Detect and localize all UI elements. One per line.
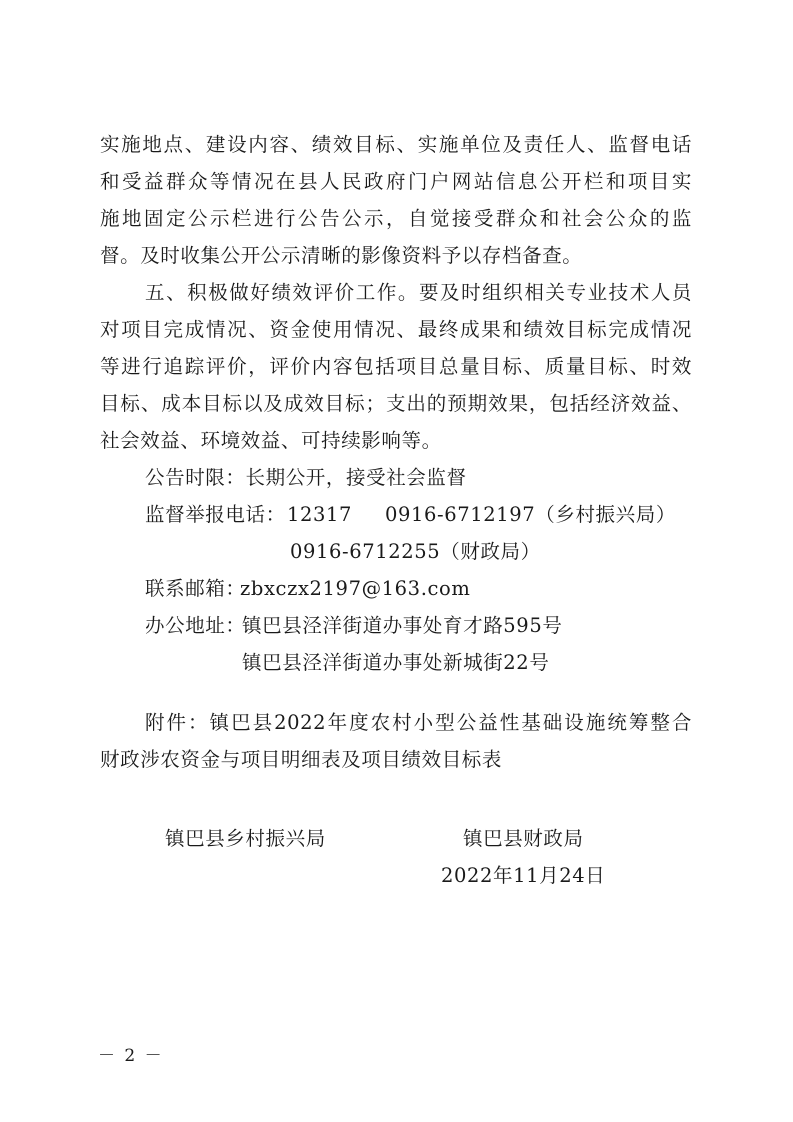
- body-line: 目标、成本目标以及成效目标；支出的预期效果，包括经济效益、: [100, 392, 692, 415]
- body-line: 等进行追踪评价，评价内容包括项目总量目标、质量目标、时效: [100, 355, 692, 378]
- body-line: 督。及时收集公开公示清晰的影像资料予以存档备查。: [100, 244, 583, 267]
- address-line: 镇巴县泾洋街道办事处新城街22号: [242, 651, 550, 674]
- notice-period: 公告时限：长期公开，接受社会监督: [145, 466, 467, 489]
- email-address: zbxczx2197@163.com: [240, 577, 471, 600]
- hotline-number: 0916-6712197（乡村振兴局）: [385, 503, 676, 526]
- body-line: 实施地点、建设内容、绩效目标、实施单位及责任人、监督电话: [100, 133, 692, 156]
- body-line: 五、积极做好绩效评价工作。要及时组织相关专业技术人员: [145, 281, 692, 304]
- attachment-line: 财政涉农资金与项目明细表及项目绩效目标表: [100, 748, 503, 771]
- body-line: 施地固定公示栏进行公告公示，自觉接受群众和社会公众的监: [100, 207, 692, 230]
- hotline-number: 0916-6712255（财政局）: [290, 540, 541, 563]
- signature-date: 2022年11月24日: [441, 864, 606, 887]
- address-line: 镇巴县泾洋街道办事处育才路595号: [242, 614, 563, 637]
- address-label: 办公地址：: [145, 614, 246, 637]
- hotline-number: 12317: [287, 503, 353, 526]
- signature-org: 镇巴县财政局: [463, 827, 584, 850]
- signature-org: 镇巴县乡村振兴局: [165, 827, 326, 850]
- attachment-line: 附件：镇巴县2022年度农村小型公益性基础设施统筹整合: [145, 711, 692, 734]
- page-number: － 2 －: [98, 1046, 164, 1066]
- body-line: 社会效益、环境效益、可持续影响等。: [100, 429, 442, 452]
- email-label: 联系邮箱：: [145, 577, 246, 600]
- hotline-label: 监督举报电话：: [145, 503, 286, 526]
- body-line: 对项目完成情况、资金使用情况、最终成果和绩效目标完成情况: [100, 318, 692, 341]
- body-line: 和受益群众等情况在县人民政府门户网站信息公开栏和项目实: [100, 170, 692, 193]
